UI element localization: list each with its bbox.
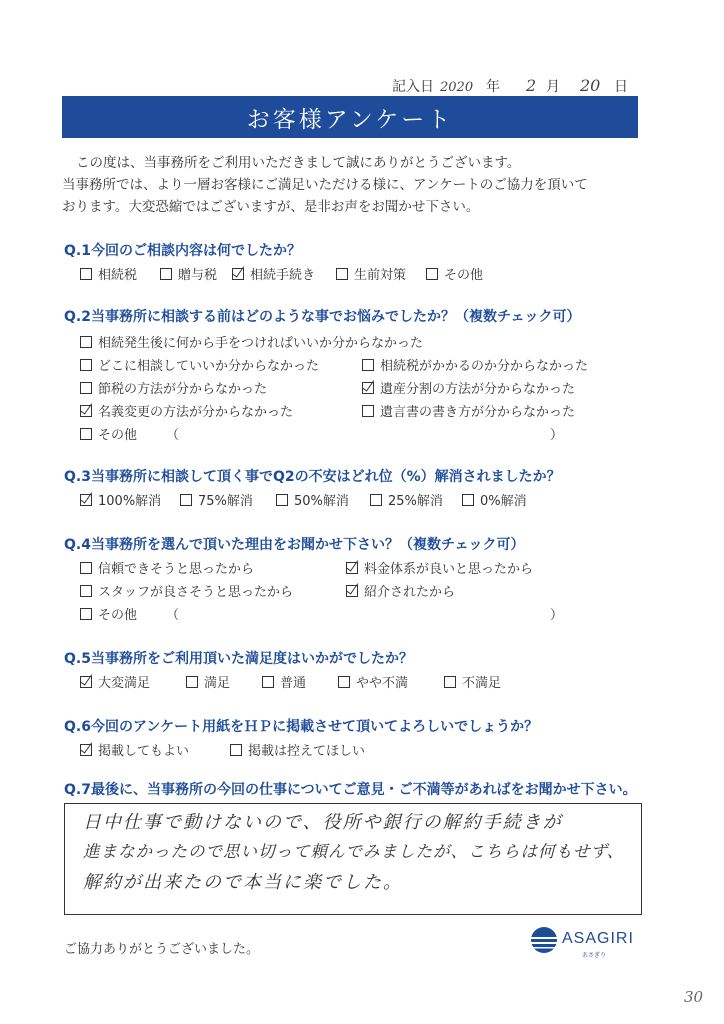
checkbox[interactable]: [338, 676, 350, 688]
option-label: 生前対策: [354, 268, 407, 283]
checkbox[interactable]: [80, 744, 92, 756]
checkbox[interactable]: [346, 585, 358, 597]
option-label: 節税の方法が分からなかった: [98, 382, 268, 397]
checkbox[interactable]: [370, 494, 382, 506]
q4-option[interactable]: [346, 581, 455, 600]
option-label: 不満足: [462, 676, 502, 691]
checkbox[interactable]: [80, 608, 92, 620]
checkbox[interactable]: [80, 268, 92, 280]
checkbox[interactable]: [346, 562, 358, 574]
checkbox[interactable]: [232, 268, 244, 280]
option-label: その他: [98, 608, 138, 623]
q6-question: Q.6今回のアンケート用紙をＨＰに掲載させて頂いてよろしいでしょうか？: [64, 719, 539, 735]
option-label: その他: [444, 268, 484, 283]
q6-option[interactable]: [80, 740, 189, 759]
checkbox[interactable]: [160, 268, 172, 280]
q4-option[interactable]: [80, 558, 254, 577]
q2-option[interactable]: [362, 378, 575, 397]
option-label: 掲載は控えてほしい: [248, 744, 366, 759]
q5-option[interactable]: [444, 672, 501, 691]
option-label: 遺産分割の方法が分からなかった: [380, 382, 576, 397]
q4-option[interactable]: [80, 581, 293, 600]
checkbox[interactable]: [362, 382, 374, 394]
q2-option[interactable]: [362, 355, 588, 374]
checkbox[interactable]: [362, 405, 374, 417]
q4-option[interactable]: [80, 604, 137, 623]
checkbox[interactable]: [180, 494, 192, 506]
q2-option[interactable]: [80, 355, 319, 374]
option-label: スタッフが良さそうと思ったから: [98, 585, 294, 600]
comment-textarea[interactable]: [64, 803, 642, 915]
option-label: 100%解消: [98, 494, 162, 509]
company-logo: [530, 920, 634, 964]
date-label: 記入日: [392, 79, 434, 95]
q3-option[interactable]: [80, 490, 161, 509]
q3-option[interactable]: [276, 490, 349, 509]
day-label: 日: [614, 79, 628, 95]
q2-option[interactable]: [80, 378, 267, 397]
handwritten-answer-line: 進まなかったので思い切って頼んでみましたが、こちらは何もせず、: [83, 842, 625, 861]
paren-close: ）: [550, 608, 564, 623]
q5-option[interactable]: [80, 672, 150, 691]
checkbox[interactable]: [80, 676, 92, 688]
option-label: 相続発生後に何から手をつければいいか分からなかった: [98, 336, 424, 351]
q5-option[interactable]: [186, 672, 230, 691]
option-label: どこに相談していいか分からなかった: [98, 359, 320, 374]
option-label: 名義変更の方法が分からなかった: [98, 405, 294, 420]
logo-name: ASAGIRI: [562, 930, 634, 947]
q5-question: Q.5当事務所をご利用頂いた満足度はいかがでしたか？: [64, 651, 413, 667]
option-label: 遺言書の書き方が分からなかった: [380, 405, 576, 420]
option-label: 75%解消: [198, 494, 253, 509]
date-day: 20: [580, 76, 601, 95]
paren-close: ）: [550, 428, 564, 443]
option-label: やや不満: [356, 676, 409, 691]
year-label: 年: [486, 79, 500, 95]
checkbox[interactable]: [80, 359, 92, 371]
logo-mark-icon: [530, 926, 558, 954]
checkbox[interactable]: [336, 268, 348, 280]
q4-option[interactable]: [346, 558, 533, 577]
option-label: 信頼できそうと思ったから: [98, 562, 255, 577]
logo-kana: あさぎり: [582, 952, 607, 959]
q2-option[interactable]: [80, 401, 293, 420]
checkbox[interactable]: [80, 562, 92, 574]
month-label: 月: [546, 79, 560, 95]
option-label: 普通: [280, 676, 307, 691]
q7-question: Q.7最後に、当事務所の今回の仕事についてご意見・ご不満等があればをお聞かせ下さい。: [64, 782, 637, 798]
option-label: その他: [98, 428, 138, 443]
q1-option[interactable]: [336, 264, 406, 283]
option-label: 掲載してもよい: [98, 744, 190, 759]
checkbox[interactable]: [262, 676, 274, 688]
date-year: 2020: [440, 80, 474, 95]
q2-option[interactable]: [362, 401, 575, 420]
checkbox[interactable]: [230, 744, 242, 756]
intro-text: [62, 152, 652, 218]
option-label: 50%解消: [294, 494, 349, 509]
option-label: 25%解消: [388, 494, 443, 509]
checkbox[interactable]: [444, 676, 456, 688]
checkbox[interactable]: [276, 494, 288, 506]
q5-option[interactable]: [338, 672, 408, 691]
checkbox[interactable]: [80, 405, 92, 417]
entry-date: [392, 76, 628, 96]
q2-option[interactable]: [80, 332, 423, 351]
option-label: 相続税: [98, 268, 138, 283]
q1-option[interactable]: [232, 264, 315, 283]
option-label: 贈与税: [178, 268, 218, 283]
q6-option[interactable]: [230, 740, 365, 759]
handwritten-answer-line: 日中仕事で動けないので、役所や銀行の解約手続きが: [83, 812, 563, 833]
q3-option[interactable]: [370, 490, 443, 509]
intro-line: 当事務所では、より一層お客様にご満足いただける様に、アンケートのご協力を頂いて: [62, 177, 588, 193]
q5-option[interactable]: [262, 672, 306, 691]
option-label: 料金体系が良いと思ったから: [364, 562, 534, 577]
option-label: 0%解消: [480, 494, 527, 509]
q3-question: Q.3当事務所に相談して頂く事でQ2の不安はどれ位（%）解消されましたか？: [64, 469, 561, 485]
option-label: 紹介されたから: [364, 585, 456, 600]
checkbox[interactable]: [426, 268, 438, 280]
checkbox[interactable]: [186, 676, 198, 688]
intro-line: この度は、当事務所をご利用いただきまして誠にありがとうございます。: [76, 155, 521, 171]
checkbox[interactable]: [80, 382, 92, 394]
checkbox[interactable]: [80, 428, 92, 440]
q3-option[interactable]: [462, 490, 527, 509]
paren-open: （: [166, 428, 180, 443]
date-month: 2: [526, 76, 537, 95]
page-number-mark: 30: [684, 988, 704, 1006]
page-title: お客様アンケート: [246, 106, 454, 133]
option-label: 相続手続き: [250, 268, 316, 283]
checkbox[interactable]: [80, 336, 92, 348]
q1-option[interactable]: [160, 264, 217, 283]
paren-open: （: [166, 608, 180, 623]
option-label: 満足: [204, 676, 231, 691]
q3-option[interactable]: [180, 490, 253, 509]
title-banner: [62, 96, 638, 138]
q1-option[interactable]: [80, 264, 137, 283]
q2-option[interactable]: [80, 424, 137, 443]
option-label: 相続税がかかるのか分からなかった: [380, 359, 589, 374]
checkbox[interactable]: [362, 359, 374, 371]
q1-option[interactable]: [426, 264, 483, 283]
checkbox[interactable]: [80, 494, 92, 506]
q1-question: Q.1今回のご相談内容は何でしたか？: [64, 243, 301, 259]
checkbox[interactable]: [80, 585, 92, 597]
intro-line: おります。大変恐縮ではございますが、是非お声をお聞かせ下さい。: [62, 199, 480, 215]
option-label: 大変満足: [98, 676, 151, 691]
q2-question: Q.2当事務所に相談する前はどのような事でお悩みでしたか？（複数チェック可）: [64, 309, 581, 325]
checkbox[interactable]: [462, 494, 474, 506]
handwritten-answer-line: 解約が出来たので本当に楽でした。: [83, 872, 403, 893]
q4-question: Q.4当事務所を選んで頂いた理由をお聞かせ下さい？（複数チェック可）: [64, 537, 525, 553]
thanks-text: ご協力ありがとうございました。: [64, 942, 260, 957]
